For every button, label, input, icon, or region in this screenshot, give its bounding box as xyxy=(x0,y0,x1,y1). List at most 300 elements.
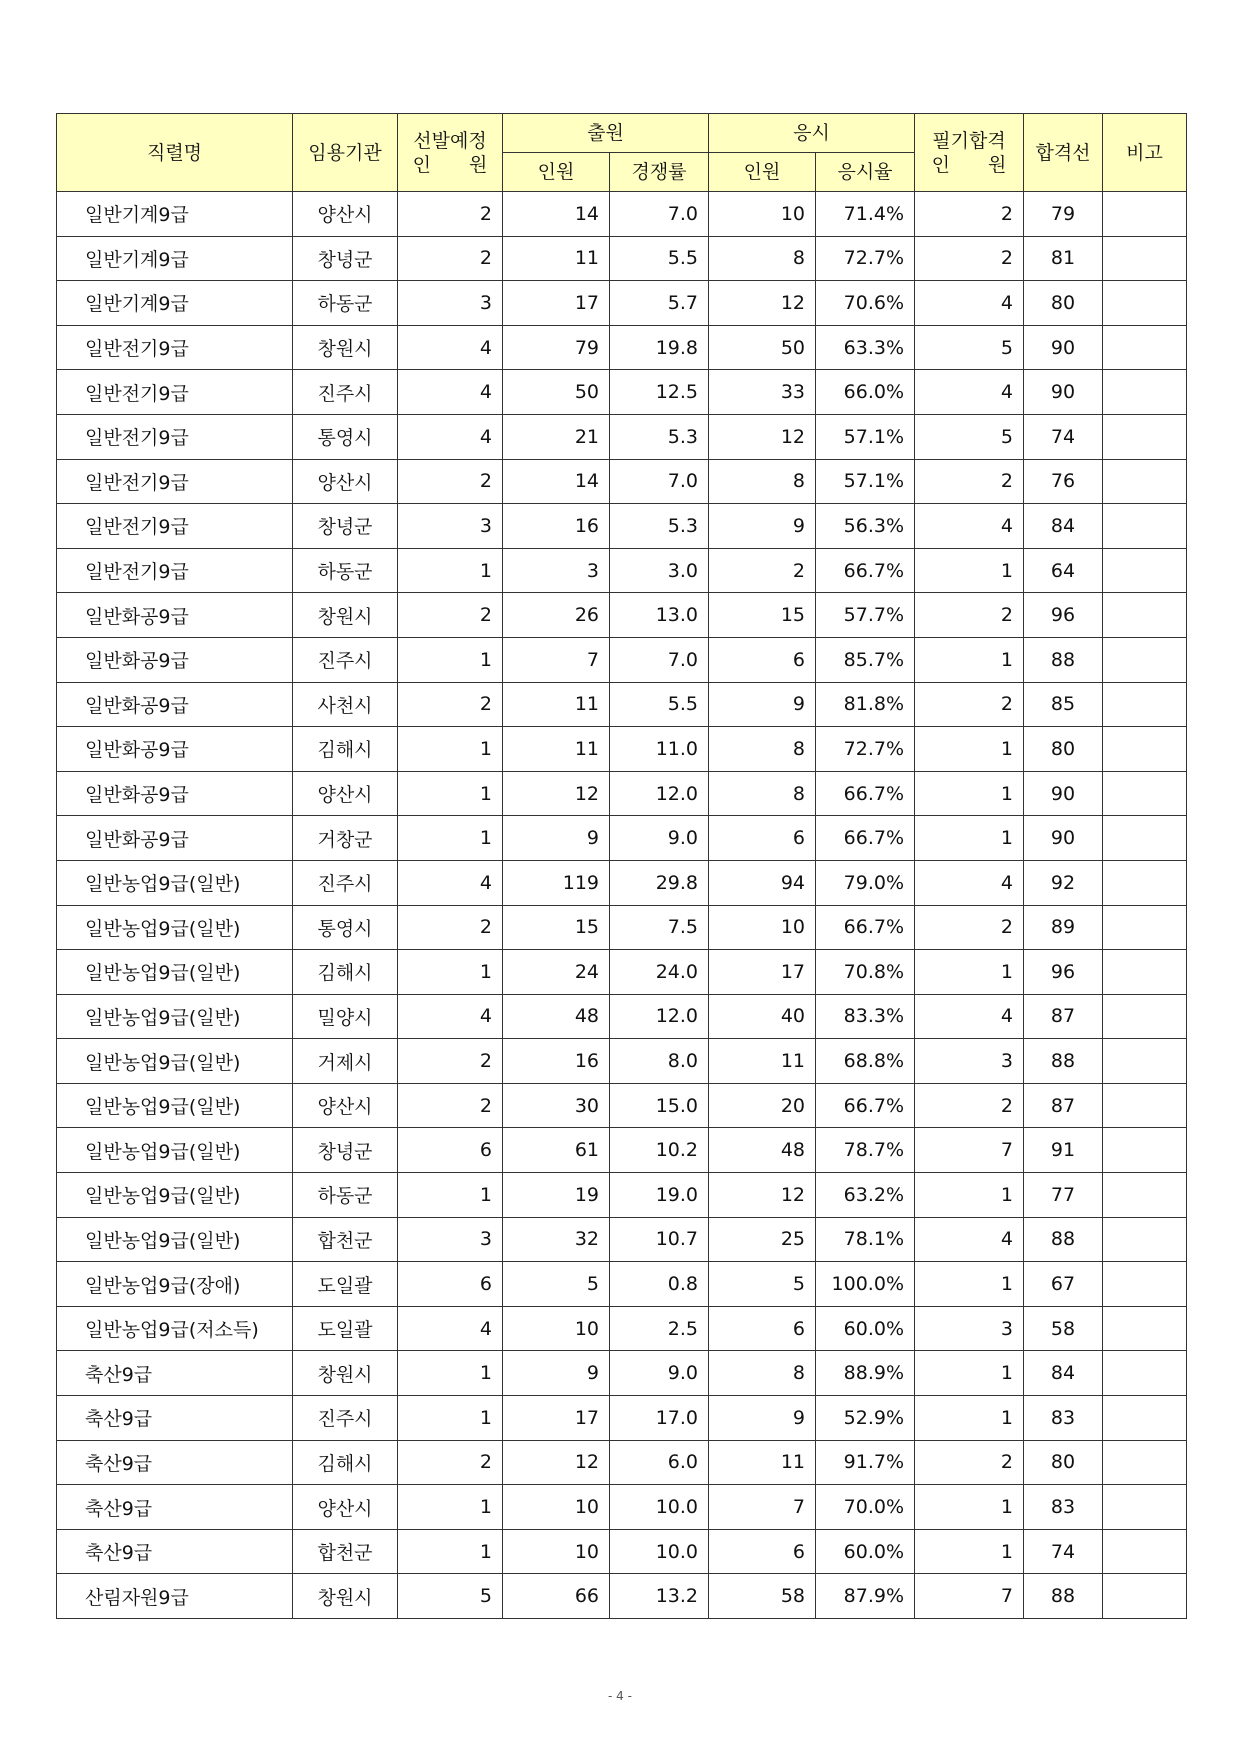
cell-attended: 17 xyxy=(709,950,816,995)
cell-position: 일반화공9급 xyxy=(57,593,293,638)
cell-agency: 양산시 xyxy=(293,192,398,237)
cell-passed: 3 xyxy=(915,1306,1024,1351)
cell-note xyxy=(1103,504,1187,549)
cell-position: 일반전기9급 xyxy=(57,414,293,459)
table-row xyxy=(57,325,1187,370)
cell-cutoff: 85 xyxy=(1024,682,1103,727)
cell-applied: 10 xyxy=(503,1529,610,1574)
cell-applied: 119 xyxy=(503,860,610,905)
cell-competition: 13.2 xyxy=(610,1574,709,1619)
cell-attended: 8 xyxy=(709,727,816,772)
cell-passed: 2 xyxy=(915,682,1024,727)
cell-applied: 11 xyxy=(503,682,610,727)
table-row xyxy=(57,1039,1187,1084)
cell-cutoff: 91 xyxy=(1024,1128,1103,1173)
cell-applied: 16 xyxy=(503,1039,610,1084)
cell-applied: 12 xyxy=(503,1440,610,1485)
cell-competition: 24.0 xyxy=(610,950,709,995)
cell-attended: 8 xyxy=(709,459,816,504)
cell-cutoff: 64 xyxy=(1024,548,1103,593)
cell-note xyxy=(1103,1440,1187,1485)
table-header xyxy=(57,114,1187,192)
cell-competition: 5.5 xyxy=(610,236,709,281)
cell-passed: 4 xyxy=(915,370,1024,415)
header-attended-count: 인원 xyxy=(709,153,816,192)
cell-cutoff: 90 xyxy=(1024,370,1103,415)
cell-attended: 15 xyxy=(709,593,816,638)
cell-passed: 1 xyxy=(915,816,1024,861)
header-cutoff: 합격선 xyxy=(1024,114,1103,192)
cell-planned: 2 xyxy=(398,1039,503,1084)
cell-agency: 창녕군 xyxy=(293,1128,398,1173)
cell-applied: 11 xyxy=(503,727,610,772)
cell-position: 일반농업9급(일반) xyxy=(57,950,293,995)
cell-attend-rate: 79.0% xyxy=(816,860,915,905)
cell-cutoff: 80 xyxy=(1024,727,1103,772)
cell-agency: 사천시 xyxy=(293,682,398,727)
cell-note xyxy=(1103,1396,1187,1441)
cell-position: 축산9급 xyxy=(57,1529,293,1574)
cell-planned: 1 xyxy=(398,1529,503,1574)
cell-attend-rate: 66.7% xyxy=(816,771,915,816)
cell-cutoff: 90 xyxy=(1024,816,1103,861)
cell-note xyxy=(1103,1351,1187,1396)
cell-agency: 창원시 xyxy=(293,1351,398,1396)
cell-agency: 김해시 xyxy=(293,950,398,995)
cell-competition: 5.3 xyxy=(610,504,709,549)
cell-cutoff: 90 xyxy=(1024,325,1103,370)
cell-planned: 4 xyxy=(398,994,503,1039)
cell-attend-rate: 72.7% xyxy=(816,236,915,281)
header-planned-line1: 선발예정 xyxy=(413,129,487,152)
cell-agency: 하동군 xyxy=(293,548,398,593)
cell-passed: 1 xyxy=(915,727,1024,772)
header-note: 비고 xyxy=(1103,114,1187,192)
cell-attend-rate: 60.0% xyxy=(816,1306,915,1351)
cell-planned: 1 xyxy=(398,548,503,593)
cell-agency: 진주시 xyxy=(293,860,398,905)
cell-planned: 4 xyxy=(398,860,503,905)
cell-attended: 5 xyxy=(709,1262,816,1307)
cell-attended: 48 xyxy=(709,1128,816,1173)
cell-applied: 26 xyxy=(503,593,610,638)
header-agency: 임용기관 xyxy=(293,114,398,192)
cell-note xyxy=(1103,905,1187,950)
cell-competition: 7.0 xyxy=(610,459,709,504)
cell-competition: 9.0 xyxy=(610,1351,709,1396)
cell-cutoff: 96 xyxy=(1024,593,1103,638)
cell-position: 일반기계9급 xyxy=(57,236,293,281)
cell-planned: 3 xyxy=(398,1217,503,1262)
cell-competition: 12.0 xyxy=(610,994,709,1039)
cell-applied: 50 xyxy=(503,370,610,415)
table-row xyxy=(57,548,1187,593)
cell-cutoff: 67 xyxy=(1024,1262,1103,1307)
table-row xyxy=(57,816,1187,861)
header-applied: 출원 xyxy=(503,114,709,153)
cell-applied: 9 xyxy=(503,1351,610,1396)
cell-applied: 21 xyxy=(503,414,610,459)
cell-note xyxy=(1103,325,1187,370)
cell-note xyxy=(1103,860,1187,905)
table-row xyxy=(57,1529,1187,1574)
table-row xyxy=(57,994,1187,1039)
cell-planned: 2 xyxy=(398,236,503,281)
cell-position: 일반전기9급 xyxy=(57,548,293,593)
cell-planned: 1 xyxy=(398,816,503,861)
cell-planned: 1 xyxy=(398,1173,503,1218)
cell-note xyxy=(1103,459,1187,504)
cell-passed: 4 xyxy=(915,860,1024,905)
cell-applied: 5 xyxy=(503,1262,610,1307)
cell-attend-rate: 60.0% xyxy=(816,1529,915,1574)
cell-passed: 1 xyxy=(915,950,1024,995)
cell-competition: 12.0 xyxy=(610,771,709,816)
cell-attended: 8 xyxy=(709,771,816,816)
table-row xyxy=(57,192,1187,237)
cell-attend-rate: 57.1% xyxy=(816,459,915,504)
header-planned-line2: 인 원 xyxy=(412,153,488,176)
cell-agency: 도일괄 xyxy=(293,1262,398,1307)
cell-position: 일반농업9급(일반) xyxy=(57,1128,293,1173)
cell-passed: 3 xyxy=(915,1039,1024,1084)
cell-position: 일반농업9급(일반) xyxy=(57,905,293,950)
cell-cutoff: 88 xyxy=(1024,1217,1103,1262)
cell-attend-rate: 70.8% xyxy=(816,950,915,995)
cell-position: 일반화공9급 xyxy=(57,682,293,727)
cell-applied: 32 xyxy=(503,1217,610,1262)
cell-attended: 58 xyxy=(709,1574,816,1619)
cell-agency: 밀양시 xyxy=(293,994,398,1039)
cell-note xyxy=(1103,1262,1187,1307)
cell-attended: 12 xyxy=(709,281,816,326)
cell-competition: 9.0 xyxy=(610,816,709,861)
cell-position: 일반화공9급 xyxy=(57,771,293,816)
cell-agency: 양산시 xyxy=(293,1083,398,1128)
cell-attend-rate: 56.3% xyxy=(816,504,915,549)
cell-agency: 양산시 xyxy=(293,459,398,504)
cell-applied: 30 xyxy=(503,1083,610,1128)
cell-attend-rate: 57.1% xyxy=(816,414,915,459)
cell-competition: 8.0 xyxy=(610,1039,709,1084)
cell-applied: 79 xyxy=(503,325,610,370)
cell-planned: 4 xyxy=(398,414,503,459)
cell-applied: 48 xyxy=(503,994,610,1039)
cell-cutoff: 83 xyxy=(1024,1396,1103,1441)
cell-planned: 1 xyxy=(398,1485,503,1530)
table-row xyxy=(57,1128,1187,1173)
cell-position: 일반농업9급(장애) xyxy=(57,1262,293,1307)
cell-position: 일반농업9급(일반) xyxy=(57,860,293,905)
table-row xyxy=(57,727,1187,772)
table-row xyxy=(57,860,1187,905)
cell-competition: 6.0 xyxy=(610,1440,709,1485)
cell-cutoff: 79 xyxy=(1024,192,1103,237)
cell-note xyxy=(1103,816,1187,861)
cell-agency: 거창군 xyxy=(293,816,398,861)
cell-planned: 2 xyxy=(398,1440,503,1485)
cell-note xyxy=(1103,1529,1187,1574)
cell-attend-rate: 70.0% xyxy=(816,1485,915,1530)
table-row xyxy=(57,1083,1187,1128)
cell-passed: 4 xyxy=(915,281,1024,326)
cell-attended: 8 xyxy=(709,236,816,281)
cell-applied: 66 xyxy=(503,1574,610,1619)
cell-passed: 1 xyxy=(915,1485,1024,1530)
cell-attend-rate: 83.3% xyxy=(816,994,915,1039)
header-applied-count: 인원 xyxy=(503,153,610,192)
cell-attended: 6 xyxy=(709,816,816,861)
cell-attend-rate: 72.7% xyxy=(816,727,915,772)
cell-attended: 25 xyxy=(709,1217,816,1262)
cell-position: 일반농업9급(일반) xyxy=(57,1039,293,1084)
cell-position: 일반화공9급 xyxy=(57,727,293,772)
cell-passed: 2 xyxy=(915,236,1024,281)
cell-note xyxy=(1103,682,1187,727)
cell-applied: 12 xyxy=(503,771,610,816)
cell-position: 일반전기9급 xyxy=(57,459,293,504)
cell-attended: 12 xyxy=(709,1173,816,1218)
cell-applied: 19 xyxy=(503,1173,610,1218)
cell-attend-rate: 66.7% xyxy=(816,816,915,861)
cell-agency: 도일괄 xyxy=(293,1306,398,1351)
header-position: 직렬명 xyxy=(57,114,293,192)
table-row xyxy=(57,637,1187,682)
table-row xyxy=(57,905,1187,950)
cell-applied: 16 xyxy=(503,504,610,549)
cell-attend-rate: 87.9% xyxy=(816,1574,915,1619)
cell-cutoff: 80 xyxy=(1024,1440,1103,1485)
cell-planned: 3 xyxy=(398,504,503,549)
cell-attend-rate: 66.7% xyxy=(816,905,915,950)
cell-applied: 17 xyxy=(503,281,610,326)
cell-attended: 8 xyxy=(709,1351,816,1396)
header-passed-line2: 인 원 xyxy=(931,153,1007,176)
cell-note xyxy=(1103,950,1187,995)
table-row xyxy=(57,1306,1187,1351)
cell-note xyxy=(1103,1083,1187,1128)
cell-passed: 1 xyxy=(915,1529,1024,1574)
cell-agency: 양산시 xyxy=(293,1485,398,1530)
cell-planned: 5 xyxy=(398,1574,503,1619)
cell-attended: 9 xyxy=(709,504,816,549)
cell-agency: 창원시 xyxy=(293,1574,398,1619)
cell-position: 일반화공9급 xyxy=(57,637,293,682)
cell-agency: 진주시 xyxy=(293,370,398,415)
cell-planned: 2 xyxy=(398,1083,503,1128)
cell-passed: 5 xyxy=(915,414,1024,459)
results-table xyxy=(56,113,1187,1619)
cell-competition: 7.0 xyxy=(610,637,709,682)
header-competition: 경쟁률 xyxy=(610,153,709,192)
cell-cutoff: 76 xyxy=(1024,459,1103,504)
cell-passed: 2 xyxy=(915,192,1024,237)
cell-passed: 2 xyxy=(915,905,1024,950)
cell-passed: 4 xyxy=(915,504,1024,549)
cell-passed: 1 xyxy=(915,1262,1024,1307)
cell-planned: 1 xyxy=(398,950,503,995)
table-row xyxy=(57,370,1187,415)
cell-applied: 15 xyxy=(503,905,610,950)
cell-passed: 4 xyxy=(915,1217,1024,1262)
cell-competition: 12.5 xyxy=(610,370,709,415)
cell-attended: 33 xyxy=(709,370,816,415)
cell-attend-rate: 57.7% xyxy=(816,593,915,638)
cell-competition: 10.2 xyxy=(610,1128,709,1173)
cell-applied: 9 xyxy=(503,816,610,861)
cell-attend-rate: 63.2% xyxy=(816,1173,915,1218)
cell-note xyxy=(1103,637,1187,682)
cell-agency: 통영시 xyxy=(293,414,398,459)
cell-passed: 4 xyxy=(915,994,1024,1039)
cell-cutoff: 89 xyxy=(1024,905,1103,950)
cell-planned: 2 xyxy=(398,905,503,950)
cell-planned: 2 xyxy=(398,593,503,638)
cell-position: 일반화공9급 xyxy=(57,816,293,861)
cell-note xyxy=(1103,1128,1187,1173)
cell-note xyxy=(1103,1217,1187,1262)
cell-planned: 1 xyxy=(398,727,503,772)
cell-note xyxy=(1103,281,1187,326)
cell-passed: 1 xyxy=(915,1173,1024,1218)
cell-attended: 6 xyxy=(709,1529,816,1574)
cell-passed: 2 xyxy=(915,1440,1024,1485)
table-row xyxy=(57,281,1187,326)
cell-cutoff: 96 xyxy=(1024,950,1103,995)
cell-planned: 6 xyxy=(398,1262,503,1307)
cell-agency: 창녕군 xyxy=(293,504,398,549)
cell-position: 일반농업9급(일반) xyxy=(57,994,293,1039)
cell-agency: 거제시 xyxy=(293,1039,398,1084)
cell-note xyxy=(1103,1306,1187,1351)
cell-note xyxy=(1103,370,1187,415)
cell-applied: 17 xyxy=(503,1396,610,1441)
cell-agency: 통영시 xyxy=(293,905,398,950)
cell-attended: 20 xyxy=(709,1083,816,1128)
cell-cutoff: 84 xyxy=(1024,504,1103,549)
cell-attended: 9 xyxy=(709,682,816,727)
cell-competition: 13.0 xyxy=(610,593,709,638)
header-passed xyxy=(915,114,1024,192)
cell-agency: 하동군 xyxy=(293,1173,398,1218)
cell-agency: 합천군 xyxy=(293,1529,398,1574)
table-row xyxy=(57,1574,1187,1619)
cell-cutoff: 81 xyxy=(1024,236,1103,281)
cell-attended: 10 xyxy=(709,905,816,950)
cell-passed: 2 xyxy=(915,593,1024,638)
cell-planned: 1 xyxy=(398,771,503,816)
cell-competition: 10.7 xyxy=(610,1217,709,1262)
cell-agency: 합천군 xyxy=(293,1217,398,1262)
cell-planned: 2 xyxy=(398,459,503,504)
cell-passed: 1 xyxy=(915,1396,1024,1441)
table-row xyxy=(57,1396,1187,1441)
cell-competition: 15.0 xyxy=(610,1083,709,1128)
cell-planned: 1 xyxy=(398,1396,503,1441)
cell-applied: 14 xyxy=(503,192,610,237)
cell-attended: 6 xyxy=(709,1306,816,1351)
cell-passed: 5 xyxy=(915,325,1024,370)
cell-attend-rate: 100.0% xyxy=(816,1262,915,1307)
table-row xyxy=(57,504,1187,549)
cell-competition: 3.0 xyxy=(610,548,709,593)
cell-attend-rate: 66.7% xyxy=(816,1083,915,1128)
cell-attended: 50 xyxy=(709,325,816,370)
cell-competition: 19.8 xyxy=(610,325,709,370)
cell-cutoff: 88 xyxy=(1024,1039,1103,1084)
cell-attended: 94 xyxy=(709,860,816,905)
cell-competition: 5.5 xyxy=(610,682,709,727)
cell-note xyxy=(1103,192,1187,237)
cell-position: 축산9급 xyxy=(57,1351,293,1396)
table-row xyxy=(57,414,1187,459)
cell-attend-rate: 78.1% xyxy=(816,1217,915,1262)
cell-position: 일반농업9급(일반) xyxy=(57,1083,293,1128)
cell-position: 일반농업9급(일반) xyxy=(57,1173,293,1218)
cell-attend-rate: 81.8% xyxy=(816,682,915,727)
cell-attend-rate: 78.7% xyxy=(816,1128,915,1173)
cell-cutoff: 77 xyxy=(1024,1173,1103,1218)
cell-competition: 11.0 xyxy=(610,727,709,772)
header-attend-rate: 응시율 xyxy=(816,153,915,192)
cell-competition: 0.8 xyxy=(610,1262,709,1307)
cell-cutoff: 92 xyxy=(1024,860,1103,905)
table-row xyxy=(57,1173,1187,1218)
cell-note xyxy=(1103,236,1187,281)
cell-attended: 11 xyxy=(709,1440,816,1485)
cell-planned: 4 xyxy=(398,370,503,415)
cell-planned: 6 xyxy=(398,1128,503,1173)
cell-attended: 12 xyxy=(709,414,816,459)
cell-planned: 2 xyxy=(398,192,503,237)
cell-note xyxy=(1103,727,1187,772)
cell-passed: 1 xyxy=(915,548,1024,593)
cell-competition: 2.5 xyxy=(610,1306,709,1351)
cell-note xyxy=(1103,994,1187,1039)
cell-agency: 진주시 xyxy=(293,637,398,682)
cell-position: 일반기계9급 xyxy=(57,281,293,326)
cell-cutoff: 88 xyxy=(1024,637,1103,682)
cell-passed: 7 xyxy=(915,1574,1024,1619)
cell-attend-rate: 63.3% xyxy=(816,325,915,370)
page-number: - 4 - xyxy=(608,1689,632,1703)
cell-attend-rate: 70.6% xyxy=(816,281,915,326)
cell-attend-rate: 52.9% xyxy=(816,1396,915,1441)
cell-position: 축산9급 xyxy=(57,1440,293,1485)
header-passed-line1: 필기합격 xyxy=(932,129,1006,152)
cell-note xyxy=(1103,1485,1187,1530)
cell-attend-rate: 68.8% xyxy=(816,1039,915,1084)
cell-planned: 4 xyxy=(398,325,503,370)
table-row xyxy=(57,593,1187,638)
cell-planned: 2 xyxy=(398,682,503,727)
cell-position: 축산9급 xyxy=(57,1396,293,1441)
cell-position: 일반기계9급 xyxy=(57,192,293,237)
table-row xyxy=(57,1217,1187,1262)
header-attended: 응시 xyxy=(709,114,915,153)
table-row xyxy=(57,236,1187,281)
cell-note xyxy=(1103,771,1187,816)
cell-agency: 진주시 xyxy=(293,1396,398,1441)
cell-passed: 1 xyxy=(915,771,1024,816)
cell-position: 일반전기9급 xyxy=(57,370,293,415)
cell-attended: 10 xyxy=(709,192,816,237)
cell-attend-rate: 91.7% xyxy=(816,1440,915,1485)
cell-agency: 김해시 xyxy=(293,727,398,772)
cell-applied: 3 xyxy=(503,548,610,593)
cell-attended: 40 xyxy=(709,994,816,1039)
cell-cutoff: 88 xyxy=(1024,1574,1103,1619)
